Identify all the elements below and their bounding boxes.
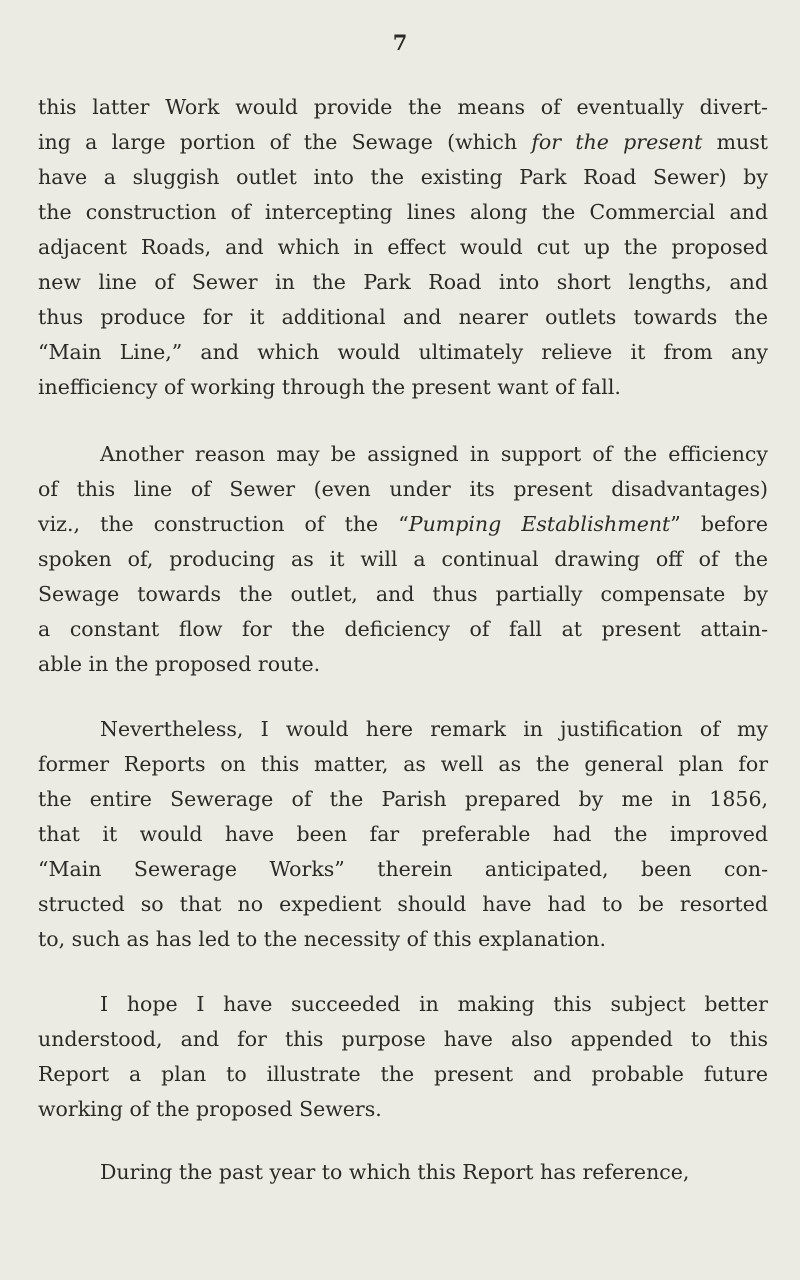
text-line: the construction of intercepting lines along the Commercial and (38, 200, 768, 224)
text-line: viz., the construction of the “Pumping Establishment” before (38, 512, 768, 536)
text-line: understood, and for this purpose have also appended to this (38, 1027, 768, 1051)
text-line: Another reason may be assigned in support of the efficiency (100, 442, 768, 466)
text-line: new line of Sewer in the Park Road into short lengths, and (38, 270, 768, 294)
text-line: this latter Work would provide the means of eventually divert- (38, 95, 768, 119)
text-line: I hope I have succeeded in making this subject better (100, 992, 768, 1016)
text-line: have a sluggish outlet into the existing Park Road Sewer) by (38, 165, 768, 189)
text-line: Sewage towards the outlet, and thus partially compensate by (38, 582, 768, 606)
text-line: former Reports on this matter, as well as the general plan for (38, 752, 768, 776)
text-line: “Main Sewerage Works” therein anticipated, been con- (38, 857, 768, 881)
paragraph-3 (38, 712, 768, 957)
text-line: ing a large portion of the Sewage (which for the present must (38, 130, 768, 154)
page-number: 7 (392, 30, 408, 55)
text-line: structed so that no expedient should have had to be resorted (38, 892, 768, 916)
text-line: Report a plan to illustrate the present and probable future (38, 1062, 768, 1086)
paragraph-4 (38, 987, 768, 1127)
text-line: spoken of, producing as it will a continual drawing off of the (38, 547, 768, 571)
paragraph-1 (38, 90, 768, 405)
paragraph-5 (38, 1155, 768, 1190)
text-line: During the past year to which this Report has reference, (100, 1160, 690, 1184)
text-line: able in the proposed route. (38, 652, 321, 676)
text-line: Nevertheless, I would here remark in justification of my (100, 717, 768, 741)
text-line: “Main Line,” and which would ultimately relieve it from any (38, 340, 768, 364)
text-line: of this line of Sewer (even under its present disadvantages) (38, 477, 768, 501)
text-line: the entire Sewerage of the Parish prepared by me in 1856, (38, 787, 768, 811)
italic-phrase: for the present (531, 130, 703, 154)
italic-phrase: Pumping Establishment (408, 512, 671, 536)
paragraph-2 (38, 437, 768, 682)
text-line: adjacent Roads, and which in effect would cut up the proposed (38, 235, 768, 259)
text-line: thus produce for it additional and nearer outlets towards the (38, 305, 768, 329)
text-line: to, such as has led to the necessity of this explanation. (38, 927, 607, 951)
text-line: that it would have been far preferable had the improved (38, 822, 768, 846)
text-line: working of the proposed Sewers. (38, 1097, 382, 1121)
text-line: a constant flow for the deficiency of fall at present attain- (38, 617, 768, 641)
text-line: inefficiency of working through the present want of fall. (38, 375, 621, 399)
